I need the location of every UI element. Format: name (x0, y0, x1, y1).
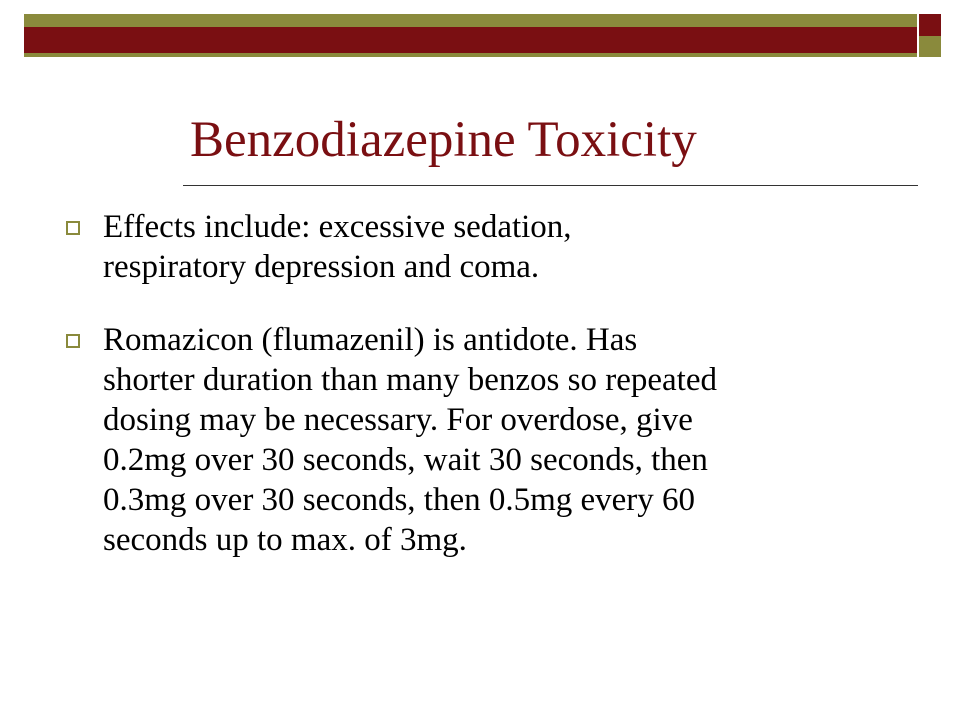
title-divider (183, 185, 918, 186)
corner-square-maroon (919, 14, 941, 36)
top-bar-olive-underline (24, 53, 917, 57)
bullet-text: Romazicon (flumazenil) is antidote. Has shorter duration than many benzos so repeated dosing may be necessary. For overdose, give 0.2mg over 30 seconds, wait 30 seconds, then 0.3mg over 30 seconds, then 0.5mg every 60 seconds up to max. of 3mg. (103, 322, 717, 558)
bullet-text: Effects include: excessive sedation, respiratory depression and coma. (103, 209, 572, 285)
top-decorative-bar (0, 0, 960, 60)
hollow-square-bullet-icon (66, 221, 80, 235)
top-bar-maroon-stripe (24, 27, 917, 53)
corner-square-olive (919, 36, 941, 57)
slide-title: Benzodiazepine Toxicity (190, 112, 697, 168)
top-bar-olive-stripe (24, 14, 917, 27)
hollow-square-bullet-icon (66, 334, 80, 348)
